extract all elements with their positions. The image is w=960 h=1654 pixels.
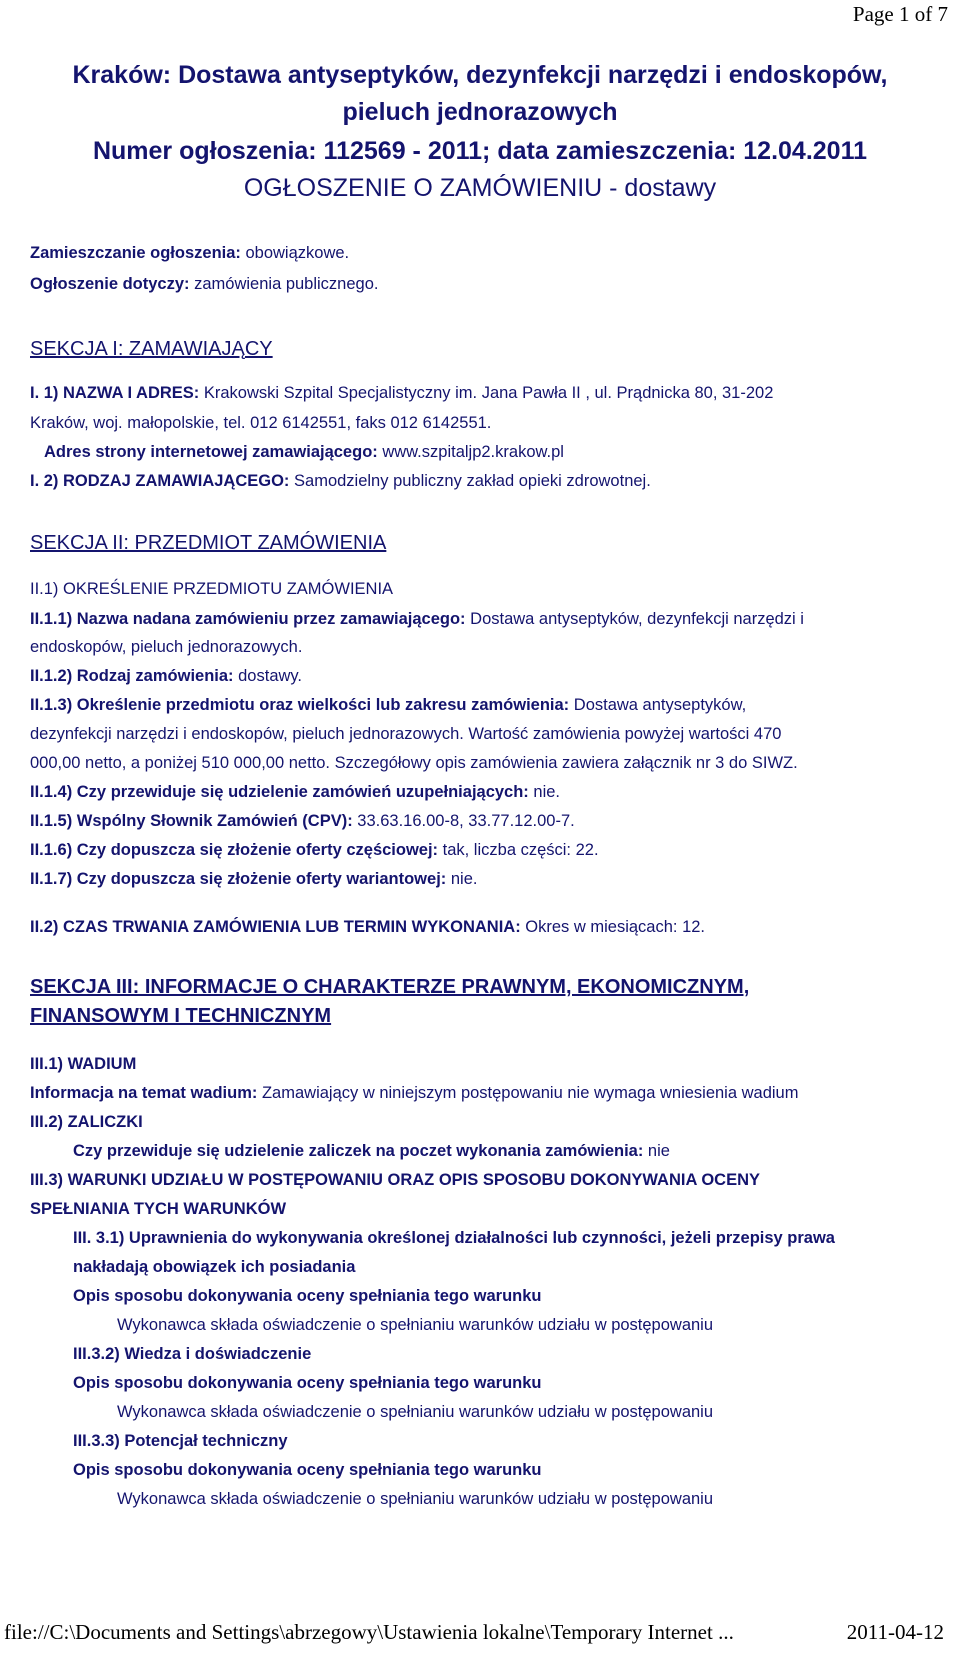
s3-w33-oswiadczenie: Wykonawca składa oświadczenie o spełnianiu warunków udziału w postępowaniu [117,1490,714,1508]
s2-i115-line [30,812,575,831]
s1-name-value-1: Krakowski Szpital Specjalistyczny im. Jana Pawła II , ul. Prądnicka 80, 31-202 [199,384,774,402]
s3-w31-opis: Opis sposobu dokonywania oceny spełniania tego warunku [73,1287,542,1305]
s1-name-line-2: Kraków, woj. małopolskie, tel. 012 6142551, faks 012 6142551. [30,414,492,432]
s2-i117-line [30,870,477,889]
s3-w31-oswiadczenie: Wykonawca składa oświadczenie o spełnianiu warunków udziału w postępowaniu [117,1316,714,1334]
s2-i113-line-3: 000,00 netto, a poniżej 510 000,00 netto. Szczegółowy opis zamówienia zawiera załącznik nr 3 do SIWZ. [30,754,798,772]
page-footer [0,1620,948,1645]
s2-i113-value-1: Dostawa antyseptyków, [569,696,747,714]
footer-path: file://C:\Documents and Settings\abrzegowy\Ustawienia lokalne\Temporary Internet ... [4,1620,734,1644]
s2-i115-value: 33.63.16.00-8, 33.77.12.00-7. [352,812,575,830]
intro-line-2 [30,275,378,294]
s1-name-label: I. 1) NAZWA I ADRES: [30,384,200,402]
s2-i114-label: II.1.4) Czy przewiduje się udzielenie zamówień uzupełniających: [30,783,529,801]
section-3-heading-2: FINANSOWYM I TECHNICZNYM [30,1005,332,1027]
s3-wadium-label: Informacja na temat wadium: [30,1084,258,1102]
s2-i116-line [30,841,599,860]
s2-i2-value: Okres w miesiącach: 12. [520,918,706,936]
s2-i116-label: II.1.6) Czy dopuszcza się złożenie oferty częściowej: [30,841,439,859]
s1-type-value: Samodzielny publiczny zakład opieki zdrowotnej. [289,472,651,490]
intro-label-2: Ogłoszenie dotyczy: [30,275,190,293]
s2-i111-label: II.1.1) Nazwa nadana zamówieniu przez zamawiającego: [30,610,466,628]
s1-www-value: www.szpitaljp2.krakow.pl [377,443,564,461]
s3-wadium: III.1) WADIUM [30,1055,137,1073]
s1-type-label: I. 2) RODZAJ ZAMAWIAJĄCEGO: [30,472,290,490]
s3-w33-opis: Opis sposobu dokonywania oceny spełniania tego warunku [73,1461,542,1479]
s2-i117-value: nie. [446,870,478,888]
s3-zaliczki: III.2) ZALICZKI [30,1113,143,1131]
s2-i115-label: II.1.5) Wspólny Słownik Zamówień (CPV): [30,812,353,830]
s2-i111-line-2: endoskopów, pieluch jednorazowych. [30,638,303,656]
s2-sub1: II.1) OKREŚLENIE PRZEDMIOTU ZAMÓWIENIA [30,580,394,598]
s3-w31-line-1: III. 3.1) Uprawnienia do wykonywania określonej działalności lub czynności, jeżeli przepisy prawa [73,1229,835,1247]
intro-value-2: zamówienia publicznego. [189,275,379,293]
s1-www-label: Adres strony internetowej zamawiającego: [44,443,378,461]
s3-w32: III.3.2) Wiedza i doświadczenie [73,1345,312,1363]
s3-zaliczki-line [73,1142,670,1161]
section-3-heading-1: SEKCJA III: INFORMACJE O CHARAKTERZE PRAWNYM, EKONOMICZNYM, [30,976,750,998]
s3-w31-line-2: nakładają obowiązek ich posiadania [73,1258,356,1276]
s2-i2-label: II.2) CZAS TRWANIA ZAMÓWIENIA LUB TERMIN WYKONANIA: [30,918,521,936]
s3-w33: III.3.3) Potencjał techniczny [73,1432,288,1450]
s2-i117-label: II.1.7) Czy dopuszcza się złożenie oferty wariantowej: [30,870,447,888]
section-1-heading: SEKCJA I: ZAMAWIAJĄCY [30,338,273,360]
page-number: Page 1 of 7 [852,2,948,26]
intro-label-1: Zamieszczanie ogłoszenia: [30,244,241,262]
title-line-1: Kraków: Dostawa antyseptyków, dezynfekcji narzędzi i endoskopów, [72,61,888,89]
s1-type-line [30,472,651,491]
title-line-4: OGŁOSZENIE O ZAMÓWIENIU - dostawy [243,174,717,202]
s2-i113-line-1 [30,696,746,715]
footer-date: 2011-04-12 [846,1620,944,1644]
intro-line-1 [30,244,349,263]
s2-i114-value: nie. [528,783,560,801]
s2-i114-line [30,783,560,802]
s1-name-line-1 [30,384,773,403]
s2-i113-line-2: dezynfekcji narzędzi i endoskopów, pieluch jednorazowych. Wartość zamówienia powyżej wartości 470 [30,725,782,743]
s2-i116-value: tak, liczba części: 22. [438,841,599,859]
s3-warunki-2: SPEŁNIANIA TYCH WARUNKÓW [30,1200,287,1218]
s3-wadium-line [30,1084,798,1103]
s2-i112-line [30,667,302,686]
s3-zaliczki-value: nie [643,1142,670,1160]
s2-i111-value-1: Dostawa antyseptyków, dezynfekcji narzędzi i [465,610,804,628]
s2-i112-value: dostawy. [233,667,303,685]
s3-zaliczki-label: Czy przewiduje się udzielenie zaliczek na poczet wykonania zamówienia: [73,1142,644,1160]
s3-warunki-1: III.3) WARUNKI UDZIAŁU W POSTĘPOWANIU ORAZ OPIS SPOSOBU DOKONYWANIA OCENY [30,1171,761,1189]
s2-i112-label: II.1.2) Rodzaj zamówienia: [30,667,234,685]
s3-wadium-value: Zamawiający w niniejszym postępowaniu nie wymaga wniesienia wadium [257,1084,799,1102]
title-line-2: pieluch jednorazowych [342,98,618,126]
title-line-3: Numer ogłoszenia: 112569 - 2011; data zamieszczenia: 12.04.2011 [92,137,868,165]
intro-value-1: obowiązkowe. [240,244,350,262]
s2-i113-label: II.1.3) Określenie przedmiotu oraz wielkości lub zakresu zamówienia: [30,696,570,714]
s1-www-line [44,443,564,462]
s2-i2-line [30,918,705,937]
s2-i111-line-1 [30,610,804,629]
section-2-heading: SEKCJA II: PRZEDMIOT ZAMÓWIENIA [30,532,387,554]
s3-w32-opis: Opis sposobu dokonywania oceny spełniania tego warunku [73,1374,542,1392]
s3-w32-oswiadczenie: Wykonawca składa oświadczenie o spełnianiu warunków udziału w postępowaniu [117,1403,714,1421]
